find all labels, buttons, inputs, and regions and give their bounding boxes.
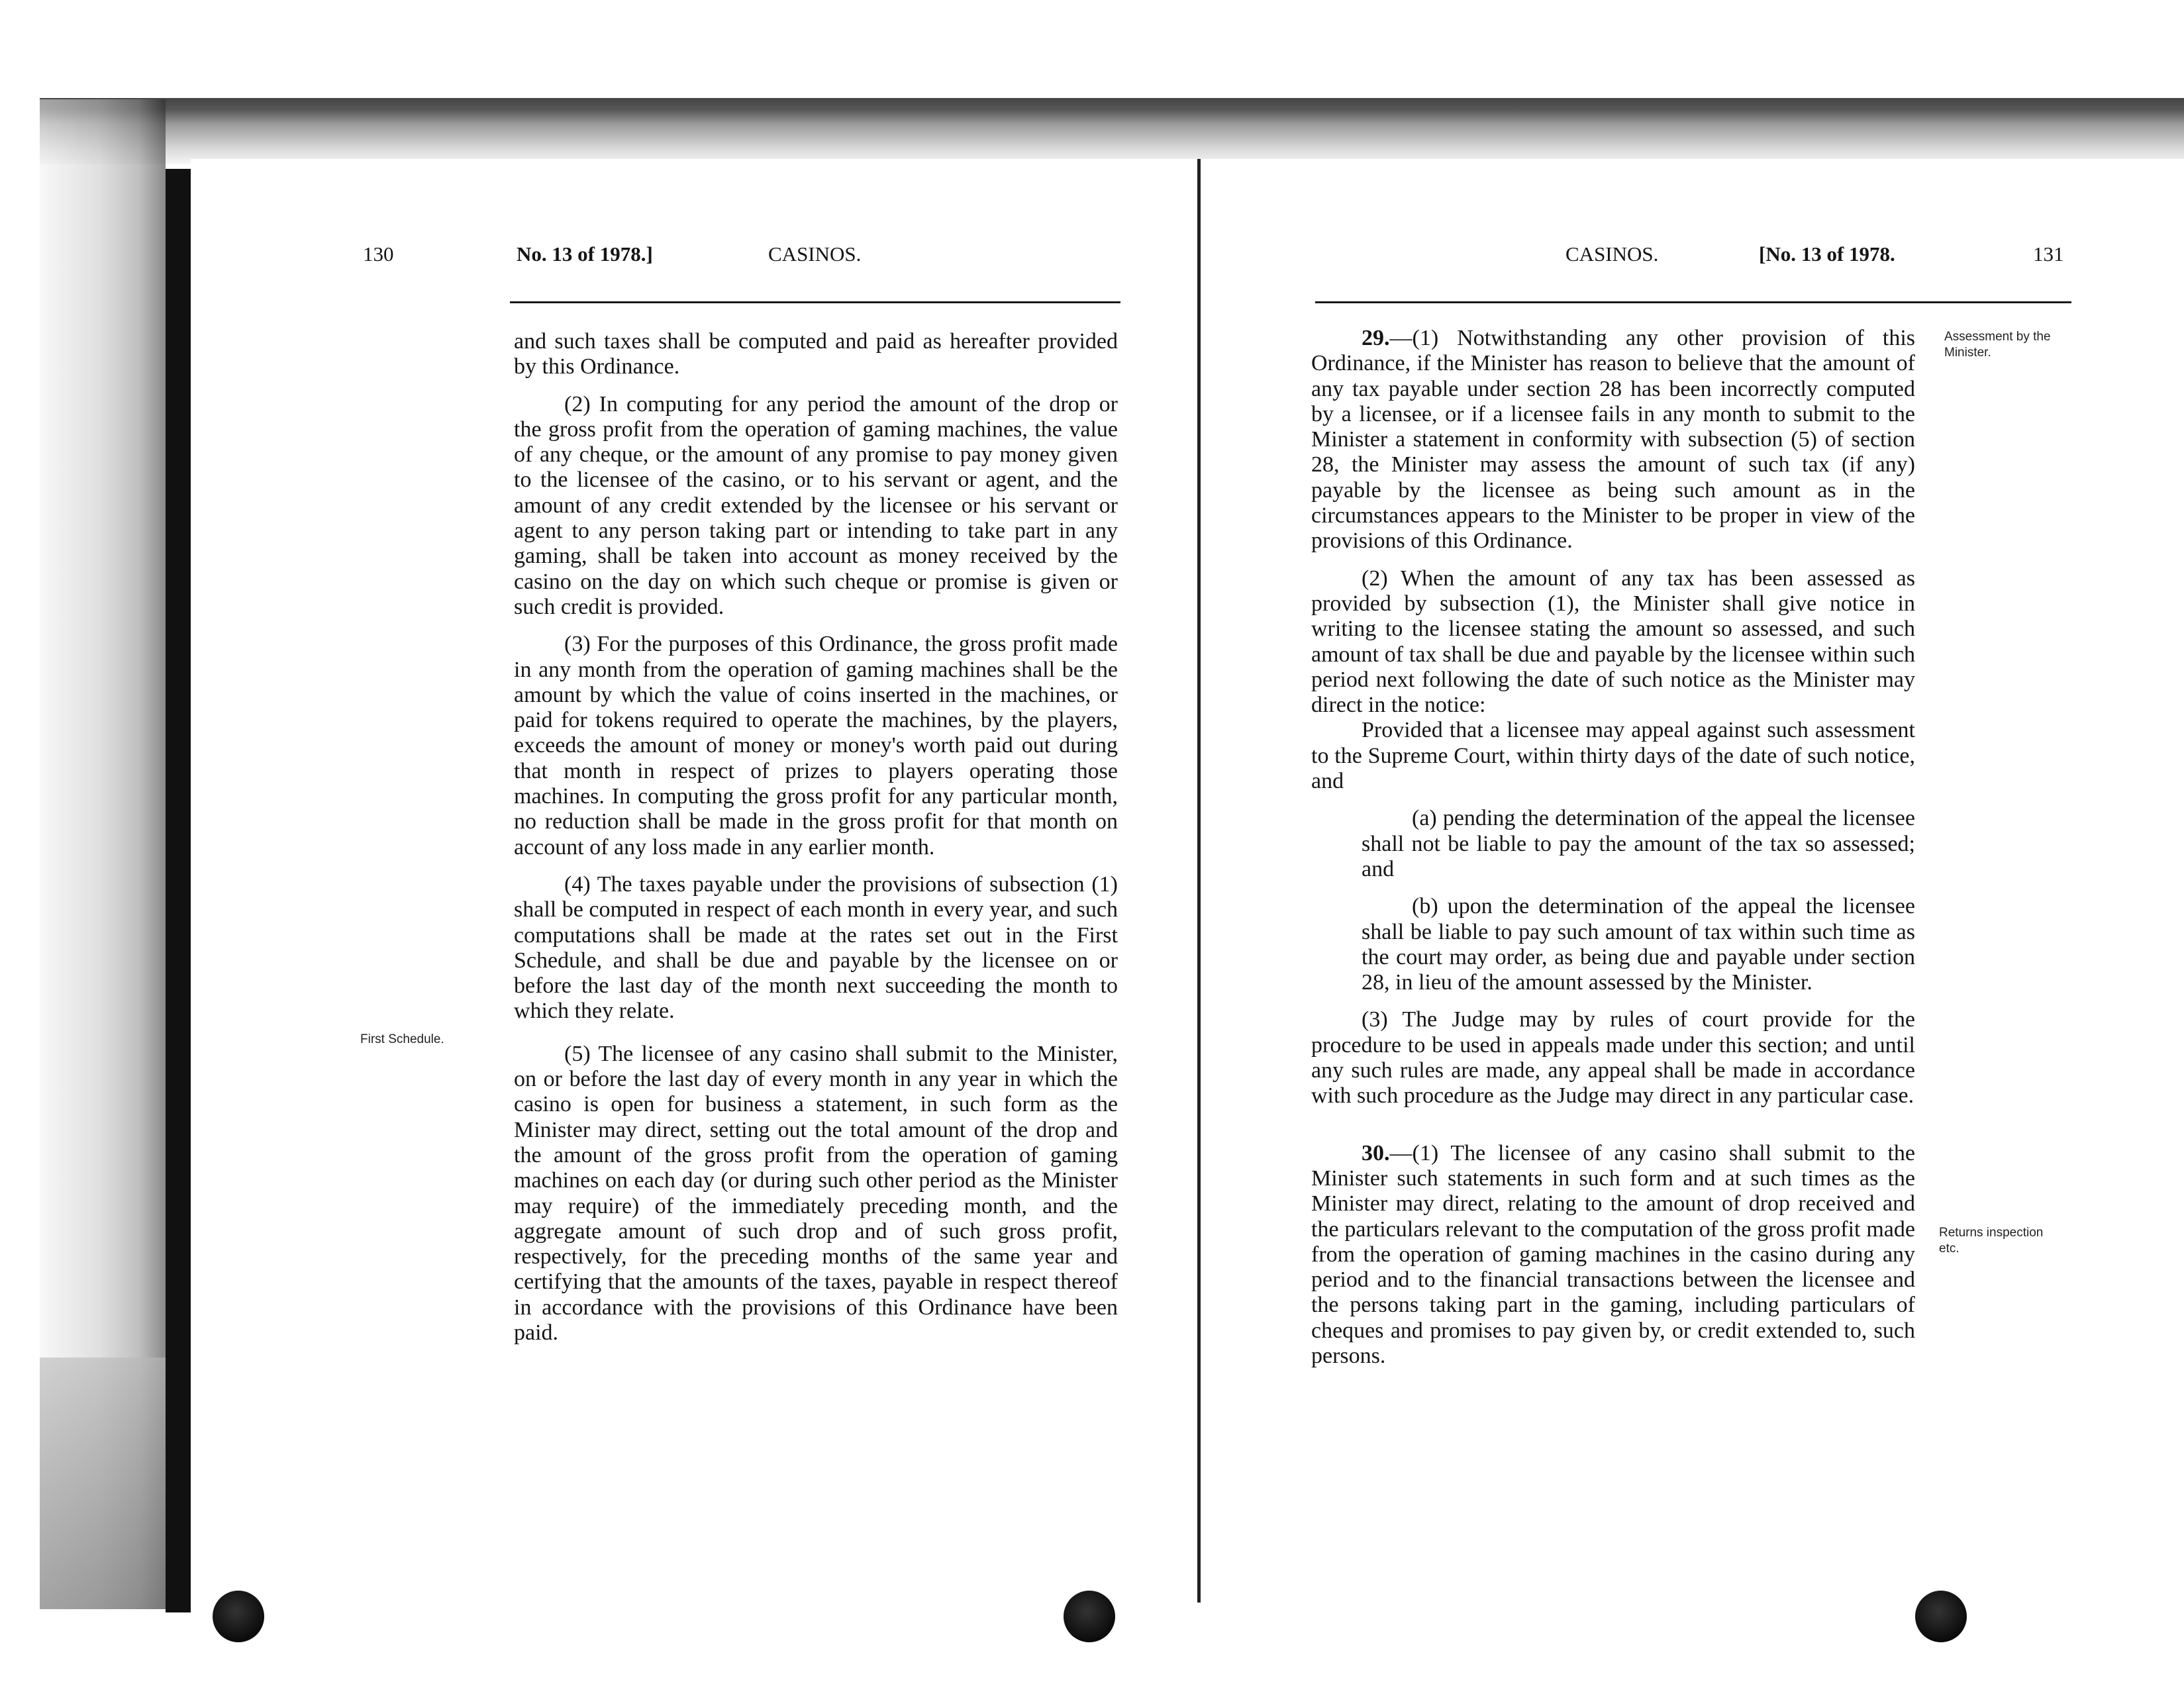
left-running-head-title: CASINOS. (768, 242, 862, 266)
section-29-subsection-1: 29.—(1) Notwithstanding any other provision of this Ordinance, if the Minister has reason to believe that the amount of any tax payable under section 28 has been incorrectly computed by a licensee, or if a licensee fails in any month to submit to the Minister a statement in conformity with subsection (5) of section 28, the Minister may assess the amount of such tax (if any) payable by the licensee as being such amount as in the circumstances appears to the Minister to be proper in view of the provisions of this Ordinance. (1311, 326, 1915, 554)
subsection-3: (3) For the purposes of this Ordinance, the gross profit made in any month from the operation of gaming machines shall be the amount by which the value of coins inserted in the machines, or paid for tokens required to operate the machines, by the players, exceeds the amount of money or money's worth paid out during that month in respect of prizes to players operating those machines. In computing the gross profit for any particular month, no reduction shall be made in the gross profit for that month on account of any loss made in any earlier month. (514, 632, 1118, 860)
section-29-paragraph-a: (a) pending the determination of the appeal the licensee shall not be liable to pay the amount of the tax so assessed; and (1362, 806, 1915, 881)
right-page-body (1311, 326, 1915, 1369)
right-running-head-number: [No. 13 of 1978. (1759, 242, 1895, 266)
section-30-number: 30. (1362, 1140, 1390, 1165)
margin-note-assessment: Assessment by the Minister. (1944, 330, 2051, 360)
continuation-paragraph: and such taxes shall be computed and paid as hereafter provided by this Ordinance. (514, 329, 1118, 379)
left-header-rule (510, 301, 1120, 303)
left-page-number: 130 (363, 242, 394, 266)
right-header-rule (1315, 301, 2071, 303)
subsection-2: (2) In computing for any period the amount of the drop or the gross profit from the operation of gaming machines, the value of any cheque, or the amount of any promise to pay money given to the licensee of the casino, or to his servant or agent, and the amount of any credit extended by the licensee or his servant or agent to any person taking part or intending to take part in any gaming, shall be taken into account as money received by the casino on the day on which such cheque or promise is given or such credit is provided. (514, 391, 1118, 619)
section-29-paragraph-b: (b) upon the determination of the appeal the licensee shall be liable to pay such amount of tax within such time as the court may order, as being due and payable under section 28, in lieu of the amount assessed by the Minister. (1362, 894, 1915, 995)
section-30-subsection-1: 30.—(1) The licensee of any casino shall submit to the Minister such statements in such form and at such times as the Minister may direct, relating to the amount of drop received and the particulars relevant to the computation of the gross profit made from the operation of gaming machines in the casino during any period and to the financial transactions between the licensee and the persons taking part in the gaming, including particulars of cheques and promises to pay given by, or credit extended to, such persons. (1311, 1140, 1915, 1368)
right-page-number: 131 (2033, 242, 2064, 266)
book-gutter (1197, 159, 1201, 1603)
subsection-5: (5) The licensee of any casino shall submit to the Minister, on or before the last day of every month in any year in which the casino is open for business a statement, in such form as the Minister may direct, setting out the total amount of the drop and the amount of the gross profit from the operation of gaming machines on each day (or during such other period as the Minister may require) of the immediately preceding month, and the aggregate amount of such drop and of such gross profit, respectively, for the preceding months of the same year and certifying that the amounts of the taxes, payable in respect thereof in accordance with the provisions of this Ordinance have been paid. (514, 1041, 1118, 1345)
page-edge-bar (166, 169, 191, 1612)
left-page-body (514, 329, 1118, 1346)
margin-note-returns: Returns inspection etc. (1939, 1226, 2044, 1256)
section-29-subsection-2: (2) When the amount of any tax has been assessed as provided by subsection (1), the Minister shall give notice in writing to the licensee stating the amount so assessed, and such amount of tax shall be due and payable by the licensee within such period next following the date of such notice as the Minister may direct in the notice: (1311, 566, 1915, 718)
punch-hole-right (1915, 1591, 1967, 1642)
subsection-4: (4) The taxes payable under the provisions of subsection (1) shall be computed in respect of each month in every year, and such computations shall be made at the rates set out in the First Schedule, and shall be due and payable by the licensee on or before the last day of the month next succeeding the month to which they relate. (514, 871, 1118, 1024)
right-running-head-title: CASINOS. (1565, 242, 1659, 266)
left-running-head-number: No. 13 of 1978.] (517, 242, 653, 266)
punch-hole-center (1064, 1591, 1115, 1642)
section-29-proviso: Provided that a licensee may appeal against such assessment to the Supreme Court, within thirty days of the date of such notice, and (1311, 718, 1915, 794)
punch-hole-left (213, 1591, 264, 1642)
section-29-number: 29. (1362, 326, 1390, 350)
section-29-subsection-3: (3) The Judge may by rules of court provide for the procedure to be used in appeals made under this section; and until any such rules are made, any appeal shall be made in accordance with such procedure as the Judge may direct in any particular case. (1311, 1007, 1915, 1109)
scan-shadow-top (40, 98, 2184, 164)
margin-note-first-schedule: First Schedule. (360, 1032, 444, 1046)
